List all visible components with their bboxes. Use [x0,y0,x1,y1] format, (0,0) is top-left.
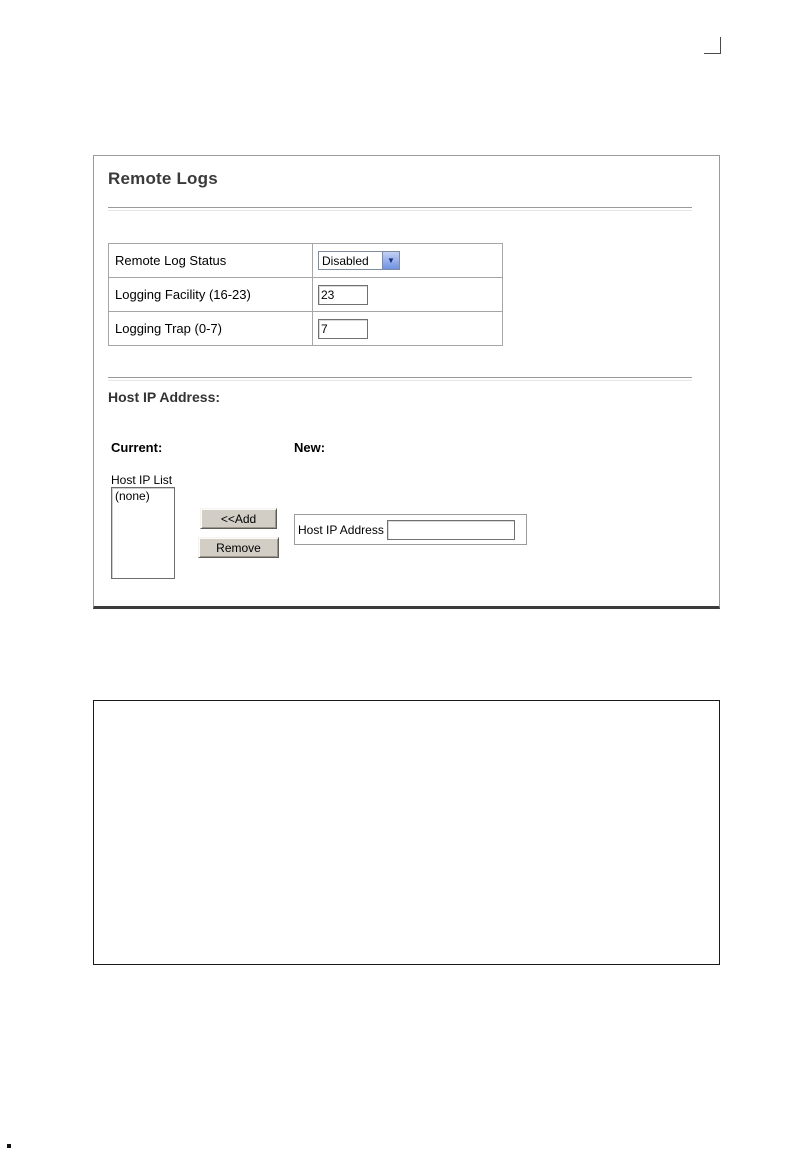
page-mark-dot [7,1144,11,1148]
logging-facility-cell [313,278,503,312]
remote-log-status-cell [313,244,503,278]
page-title: Remote Logs [108,169,218,188]
table-row [109,278,503,312]
logging-trap-label: Logging Trap (0-7) [109,312,313,346]
host-ip-listbox[interactable] [111,487,175,579]
host-ip-list-label: Host IP List [111,473,173,487]
list-item[interactable]: (none) [115,489,150,503]
remote-log-status-label: Remote Log Status [109,244,313,278]
remote-log-status-select[interactable] [318,251,400,270]
host-ip-address-heading: Host IP Address: [108,389,221,405]
new-host-field-group [294,514,527,545]
table-row [109,312,503,346]
page-corner-crop-mark [704,37,721,54]
remote-logs-panel [93,155,720,609]
add-button[interactable]: <<Add [200,508,277,529]
logging-trap-cell [313,312,503,346]
chevron-down-icon[interactable]: ▼ [382,252,399,269]
settings-table [108,243,503,346]
logging-facility-label: Logging Facility (16-23) [109,278,313,312]
logging-trap-input[interactable] [318,319,368,339]
current-label: Current: [111,440,163,455]
table-row [109,244,503,278]
logging-facility-input[interactable] [318,285,368,305]
new-label: New: [294,440,326,455]
selected-option-label: Disabled [322,254,369,268]
divider-bottom [108,377,692,381]
divider-top [108,207,692,211]
empty-note-box [93,700,720,965]
host-ip-address-field-label: Host IP Address [298,522,384,537]
host-ip-address-input[interactable] [387,520,515,540]
remove-button[interactable]: Remove [198,537,279,558]
